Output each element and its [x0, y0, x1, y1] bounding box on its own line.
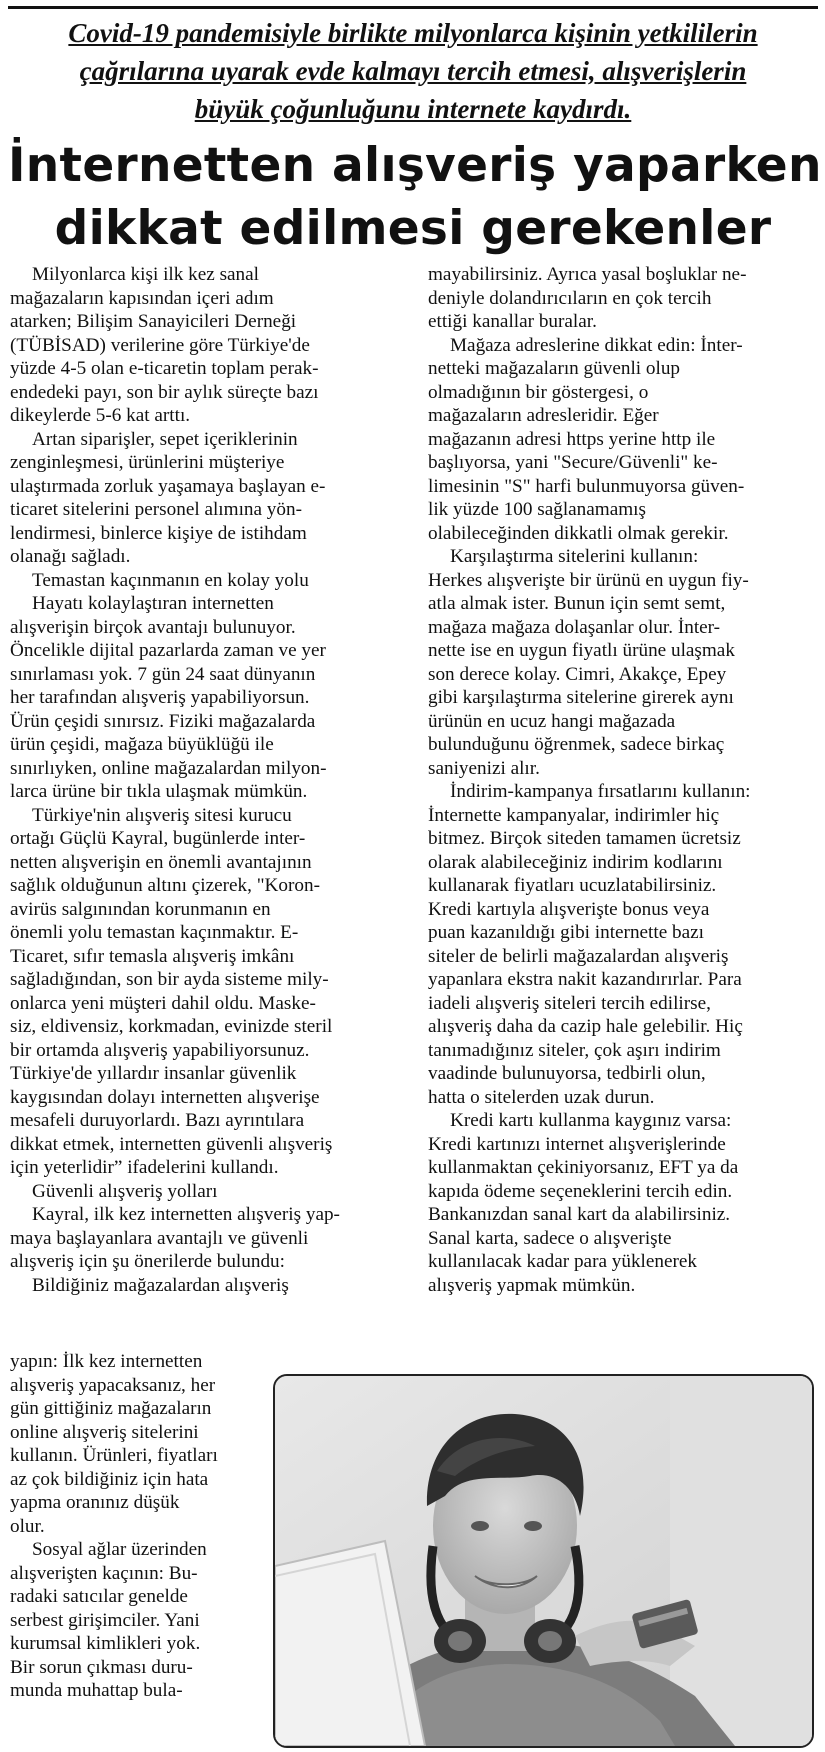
top-rule	[8, 6, 818, 9]
text-line: zenginleşmesi, ürünlerini müşteriye	[10, 452, 285, 473]
text-line: gibi karşılaştırma sitelerine girerek aynı	[428, 687, 734, 708]
text-line: Bankanızdan sanal kart da alabilirsiniz.	[428, 1204, 731, 1225]
text-line: Herkes alışverişte bir ürünü en uygun fiy-	[428, 569, 749, 591]
text-line: olarak alabileceğiniz indirim kodlarını	[428, 851, 723, 873]
text-line: nette ise en uygun fiyatlı ürüne ulaşmak	[428, 640, 735, 661]
text-line: avirüs salgınından korunmanın en	[10, 898, 271, 920]
text-line: maya başlayanlara avantajlı ve güvenli	[10, 1227, 309, 1249]
text-line: siz, eldivensiz, korkmadan, evinizde steril	[10, 1016, 333, 1037]
text-line: kullanarak fiyatları ucuzlatabilirsiniz.	[428, 875, 717, 896]
text-line: kurumsal kimlikleri yok.	[10, 1633, 201, 1654]
text-line: bulunduğunu öğrenmek, sadece birkaç	[428, 734, 725, 755]
text-line: Bildiğiniz mağazalardan alışveriş	[32, 1274, 289, 1296]
text-line: yapanlara ekstra nakit kazandırırlar. Para	[428, 969, 742, 990]
text-line: Kredi kartı kullanma kaygınız varsa:	[450, 1110, 732, 1131]
text-line: yapma oranınız düşük	[10, 1492, 180, 1513]
text-line: lik yüzde 100 sağlanamamış	[428, 499, 646, 520]
text-line: İnternette kampanyalar, indirimler hiç	[428, 804, 720, 826]
text-line: dikeylerde 5-6 kat arttı.	[10, 405, 191, 426]
text-line: (TÜBİSAD) verilerine göre Türkiye'de	[10, 334, 310, 356]
text-line: onlarca yeni müşteri dahil oldu. Maske-	[10, 992, 316, 1014]
text-line: sınırlıyken, online mağazalardan milyon-	[10, 757, 327, 779]
text-line: Mağaza adreslerine dikkat edin: İnter-	[450, 334, 743, 356]
text-line: limesinin "S" harfi bulunmuyorsa güven-	[428, 475, 745, 497]
text-line: olmadığının bir göstergesi, o	[428, 381, 649, 403]
text-line: atla almak ister. Bunun için semt semt,	[428, 593, 726, 614]
article-column-left	[10, 263, 410, 1297]
article-headline	[8, 134, 822, 260]
text-line: olur.	[10, 1515, 45, 1537]
text-line: Ürün çeşidi sınırsız. Fiziki mağazalarda	[10, 710, 316, 732]
text-line: Türkiye'nin alışveriş sitesi kurucu	[32, 804, 292, 826]
text-line: az çok bildiğiniz için hata	[10, 1468, 209, 1490]
text-line: Karşılaştırma sitelerini kullanın:	[450, 546, 699, 567]
text-line: tanımadığınız siteler, çok aşırı indirim	[428, 1039, 721, 1061]
text-line: Öncelikle dijital pazarlarda zaman ve yer	[10, 640, 326, 661]
text-line: alışveriş yapmak mümkün.	[428, 1274, 636, 1296]
text-line: online alışveriş sitelerini	[10, 1421, 199, 1443]
text-line: kaygısından dolayı internetten alışverişe	[10, 1086, 320, 1108]
text-line: netten alışverişin en önemli avantajının	[10, 851, 312, 873]
text-line: deniyle dolandırıcıların en çok tercih	[428, 287, 712, 309]
text-line: bir ortamda alışveriş yapabiliyorsunuz.	[10, 1039, 310, 1061]
headline-line: dikkat edilmesi gerekenler	[54, 201, 772, 256]
text-line: mağazanın adresi https yerine http ile	[428, 428, 716, 450]
text-line: Sanal karta, sadece o alışverişte	[428, 1227, 672, 1249]
text-line: mağazaların adresleridir. Eğer	[428, 405, 659, 426]
text-line: iadeli alışveriş siteleri tercih edilirse,	[428, 992, 711, 1014]
text-line: kullanmaktan çekiniyorsanız, EFT ya da	[428, 1157, 739, 1178]
article-photo	[273, 1374, 814, 1748]
text-line: mağaza mağaza dolaşanlar olur. İnter-	[428, 616, 721, 638]
text-line: başlıyorsa, yani "Secure/Güvenli" ke-	[428, 452, 718, 473]
text-line: son derece kolay. Cimri, Akakçe, Epey	[428, 663, 727, 685]
text-line: vaadinde bulunuyorsa, tedbirli olun,	[428, 1063, 706, 1084]
text-line: Kredi kartınızı internet alışverişlerinde	[428, 1133, 726, 1155]
text-line: ulaştırmada zorluk yaşamaya başlayan e-	[10, 475, 326, 497]
text-line: alışverişten kaçının: Bu-	[10, 1562, 198, 1584]
text-line: sağlık olduğunun altını çizerek, "Koron-	[10, 875, 320, 896]
text-line: bitmez. Birçok siteden tamamen ücretsiz	[428, 828, 741, 849]
text-line: hatta o sitelerden uzak durun.	[428, 1086, 655, 1108]
text-line: olanağı sağladı.	[10, 546, 131, 567]
text-line: ettiği kanallar buralar.	[428, 311, 597, 332]
text-line: netteki mağazaların güvenli olup	[428, 358, 681, 379]
text-line: ürünün en ucuz hangi mağazada	[428, 710, 676, 732]
text-line: Hayatı kolaylaştıran internetten	[32, 593, 274, 614]
text-line: atarken; Bilişim Sanayicileri Derneği	[10, 311, 297, 332]
text-line: gün gittiğiniz mağazaların	[10, 1398, 212, 1419]
text-line: siteler de belirli mağazalardan alışveriş	[428, 945, 729, 967]
text-line: mayabilirsiniz. Ayrıca yasal boşluklar ne-	[428, 264, 747, 285]
text-line: sınırlaması yok. 7 gün 24 saat dünyanın	[10, 663, 316, 685]
text-line: için yeterlidir” ifadelerini kullandı.	[10, 1157, 279, 1178]
article-column-right	[428, 263, 814, 1297]
text-line: yüzde 4-5 olan e-ticaretin toplam perak-	[10, 358, 319, 379]
text-line: puan kazanıldığı gibi internette bazı	[428, 922, 704, 943]
text-line: olabileceğinden dikkatli olmak gerekir.	[428, 522, 729, 544]
text-line: Temastan kaçınmanın en kolay yolu	[32, 569, 309, 591]
text-line: alışveriş yapacaksanız, her	[10, 1374, 216, 1396]
text-line: Milyonlarca kişi ilk kez sanal	[32, 264, 259, 285]
text-line: Türkiye'de yıllardır insanlar güvenlik	[10, 1063, 297, 1084]
text-line: Kayral, ilk kez internetten alışveriş yap-	[32, 1204, 340, 1225]
text-line: lendirmesi, binlerce kişiye de istihdam	[10, 522, 307, 544]
text-line: Güvenli alışveriş yolları	[32, 1180, 218, 1202]
text-line: yapın: İlk kez internetten	[10, 1351, 203, 1372]
lead-line: çağrılarına uyarak evde kalmayı tercih etmesi, alışverişlerin	[79, 56, 747, 86]
text-line: önemli yolu temastan kaçınmaktır. E-	[10, 922, 299, 943]
man-with-laptop-photo	[275, 1376, 812, 1746]
text-line: Kredi kartıyla alışverişte bonus veya	[428, 898, 710, 920]
text-line: kapıda ödeme seçeneklerini tercih edin.	[428, 1180, 733, 1202]
text-line: ticaret sitelerini personel alımına yön-	[10, 499, 302, 520]
text-line: alışverişin birçok avantajı bulunuyor.	[10, 616, 296, 638]
text-line: kullanın. Ürünleri, fiyatları	[10, 1445, 218, 1466]
article-column-left-narrow	[10, 1350, 260, 1703]
text-line: sağladığından, son bir ayda sisteme mily-	[10, 969, 329, 990]
text-line: alışveriş daha da cazip hale gelebilir. Hiç	[428, 1016, 743, 1037]
text-line: dikkat etmek, internetten güvenli alışveriş	[10, 1133, 333, 1155]
article-lead	[8, 14, 818, 128]
text-line: munda muhattap bula-	[10, 1680, 183, 1701]
text-line: endedeki payı, son bir aylık süreçte bazı	[10, 381, 319, 403]
text-line: saniyenizi alır.	[428, 757, 540, 779]
text-line: alışveriş için şu önerilerde bulundu:	[10, 1251, 285, 1272]
text-line: her tarafından alışveriş yapabiliyorsun.	[10, 687, 310, 708]
text-line: larca ürüne bir tıkla ulaşmak mümkün.	[10, 781, 308, 802]
text-line: mağazaların kapısından içeri adım	[10, 287, 274, 309]
text-line: Ticaret, sıfır temasla alışveriş imkânı	[10, 945, 295, 967]
text-line: Sosyal ağlar üzerinden	[32, 1539, 207, 1560]
text-line: serbest girişimciler. Yani	[10, 1609, 200, 1631]
headline-line: İnternetten alışveriş yaparken	[8, 138, 822, 193]
lead-line: büyük çoğunluğunu internete kaydırdı.	[194, 94, 632, 124]
text-line: ortağı Güçlü Kayral, bugünlerde inter-	[10, 828, 306, 849]
text-line: İndirim-kampanya fırsatlarını kullanın:	[450, 781, 751, 802]
text-line: mesafeli duruyorlardı. Bazı ayrıntılara	[10, 1110, 305, 1131]
text-line: Artan siparişler, sepet içeriklerinin	[32, 428, 298, 450]
text-line: ürün çeşidi, mağaza büyüklüğü ile	[10, 734, 274, 755]
text-line: kullanılacak kadar para yüklenerek	[428, 1251, 698, 1272]
text-line: radaki satıcılar genelde	[10, 1586, 188, 1607]
lead-line: Covid-19 pandemisiyle birlikte milyonlarca kişinin yetkililerin	[68, 18, 758, 48]
text-line: Bir sorun çıkması duru-	[10, 1656, 193, 1678]
